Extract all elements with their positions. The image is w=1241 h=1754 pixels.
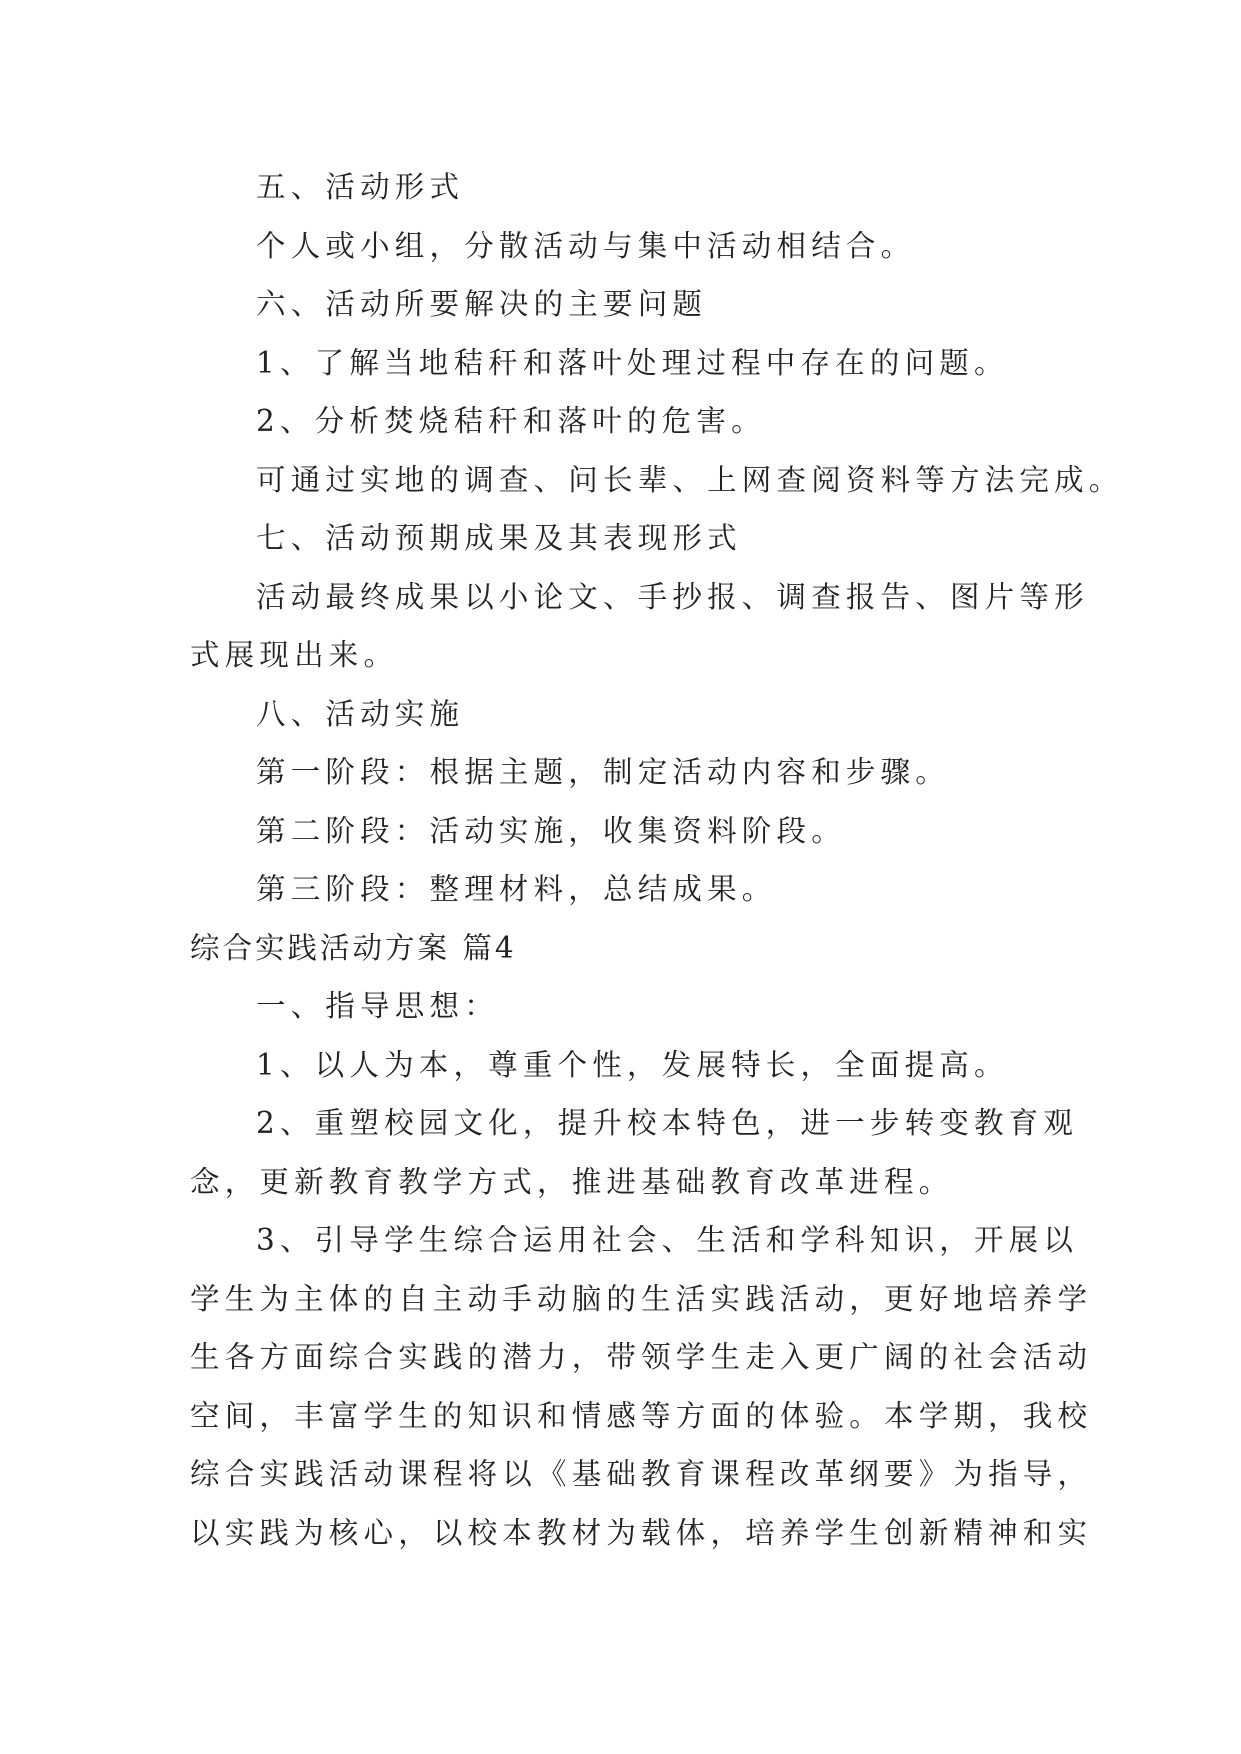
paragraph-line: 念，更新教育教学方式，推进基础教育改革进程。 — [190, 1164, 954, 1199]
paragraph-line: 空间，丰富学生的知识和情感等方面的体验。本学期，我校 — [190, 1398, 1093, 1433]
paragraph-line: 可通过实地的调查、问长辈、上网查阅资料等方法完成。 — [256, 462, 1124, 497]
article-title: 综合实践活动方案 篇4 — [190, 930, 517, 965]
paragraph-line: 学生为主体的自主动手动脑的生活实践活动，更好地培养学 — [190, 1281, 1093, 1316]
list-item: 第三阶段：整理材料，总结成果。 — [256, 872, 777, 906]
section-heading-main-problems: 六、活动所要解决的主要问题 — [256, 287, 708, 321]
section-heading-activity-form: 五、活动形式 — [256, 170, 465, 204]
paragraph-line: 生各方面综合实践的潜力，带领学生走入更广阔的社会活动 — [190, 1340, 1093, 1374]
paragraph-line: 活动最终成果以小论文、手抄报、调查报告、图片等形 — [256, 579, 1089, 614]
section-heading-guiding-ideology: 一、指导思想： — [256, 989, 499, 1023]
list-item: 2、分析焚烧秸秆和落叶的危害。 — [256, 404, 766, 438]
list-item: 第二阶段：活动实施，收集资料阶段。 — [256, 813, 846, 848]
list-item: 2、重塑校园文化，提升校本特色，进一步转变教育观 — [256, 1106, 1079, 1140]
paragraph-line: 以实践为核心，以校本教材为载体，培养学生创新精神和实 — [190, 1515, 1093, 1550]
paragraph-line: 综合实践活动课程将以《基础教育课程改革纲要》为指导， — [190, 1457, 1093, 1491]
list-item: 1、了解当地秸秆和落叶处理过程中存在的问题。 — [256, 345, 1009, 380]
list-item: 1、以人为本，尊重个性，发展特长，全面提高。 — [256, 1047, 1009, 1082]
section-heading-implementation: 八、活动实施 — [256, 696, 465, 731]
document-body — [190, 158, 1124, 1562]
paragraph-line: 式展现出来。 — [190, 638, 399, 672]
section-heading-expected-results: 七、活动预期成果及其表现形式 — [256, 521, 742, 555]
paragraph-line: 个人或小组，分散活动与集中活动相结合。 — [256, 228, 916, 263]
list-item: 第一阶段：根据主题，制定活动内容和步骤。 — [256, 755, 951, 789]
list-item: 3、引导学生综合运用社会、生活和学科知识，开展以 — [256, 1223, 1079, 1257]
